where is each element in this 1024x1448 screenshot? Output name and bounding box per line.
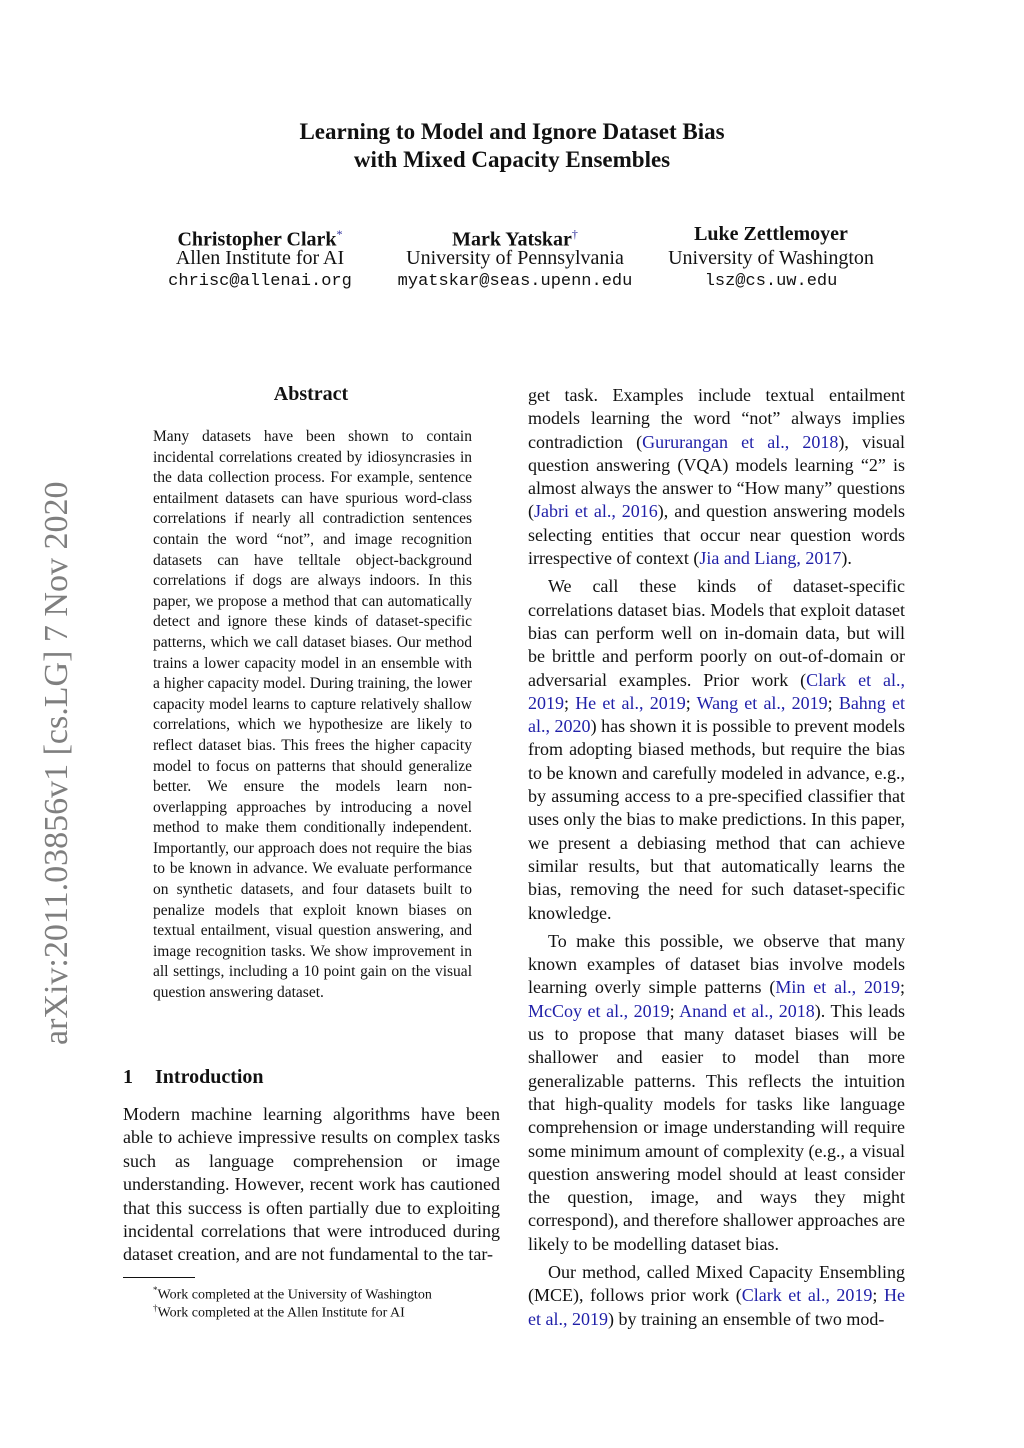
intro-paragraph-4 <box>528 1261 905 1331</box>
citation-separator: ; <box>685 692 697 713</box>
author-affiliation: University of Washington <box>668 247 874 269</box>
intro-text-run: We call these kinds of dataset-specific correlations dataset bias. Models that exploit dataset bias can perform well on in-domain data, but will be brittle and perform poorly on out-of-domain or adversarial examples. Prior work ( <box>528 576 905 690</box>
author-3 <box>611 222 931 294</box>
citation-link[interactable]: Bahng et al., 2020 <box>528 692 905 737</box>
section-heading <box>123 1066 264 1089</box>
citation-separator: ; <box>564 692 576 713</box>
author-email: lsz@cs.uw.edu <box>704 272 838 291</box>
citation-link[interactable]: Jabri et al., 2016 <box>534 501 658 522</box>
intro-paragraph-1: Modern machine learning algorithms have been able to achieve impressive results on complex tasks such as language comprehension or image understanding. However, recent work has cautioned that this success is often partially due to exploiting incidental correlations that were introduced during dataset creation, and are not fundamental to the tar- <box>123 1104 500 1265</box>
footnote-text: Work completed at the University of Washington <box>157 1287 432 1303</box>
author-footnote-mark[interactable]: † <box>571 227 578 241</box>
intro-text-run: ). <box>841 548 852 569</box>
author-name: Mark Yatskar <box>452 228 572 251</box>
citation-link[interactable]: Wang et al., 2019 <box>696 692 828 713</box>
author-footnote-mark[interactable]: * <box>336 227 343 241</box>
author-name: Luke Zettlemoyer <box>694 223 848 245</box>
author-email: chrisc@allenai.org <box>168 272 352 291</box>
intro-paragraph-1-continued <box>528 384 905 570</box>
citation-link[interactable]: He et al., 2019 <box>528 1285 905 1329</box>
arxiv-identifier: arXiv:2011.03856v1 [cs.LG] 7 Nov 2020 <box>38 481 75 1045</box>
footnote-2 <box>153 1299 503 1323</box>
intro-text-run: Our method, called Mixed Capacity Ensembling (MCE), follows prior work ( <box>528 1261 905 1306</box>
paper-title <box>0 118 1024 174</box>
citation-separator: ; <box>827 692 839 713</box>
intro-text-run: To make this possible, we observe that many known examples of dataset bias involve models learning overly simple patterns ( <box>528 930 905 998</box>
abstract-heading: Abstract <box>273 383 349 405</box>
author-affiliation: Allen Institute for AI <box>175 247 345 269</box>
right-column <box>528 384 905 1336</box>
citation-link[interactable]: Min et al., 2019 <box>775 977 900 998</box>
title-line-1: Learning to Model and Ignore Dataset Bias <box>299 119 725 144</box>
citation-link[interactable]: McCoy et al., 2019 <box>528 1000 670 1021</box>
author-email: myatskar@seas.upenn.edu <box>397 272 633 291</box>
footnote-text: Work completed at the Allen Institute for AI <box>157 1305 405 1321</box>
intro-text-run: ) by training an ensemble of two mod- <box>607 1308 885 1329</box>
title-line-2: with Mixed Capacity Ensembles <box>353 147 671 172</box>
intro-text-run: get task. Examples include textual entailment models learning the word “not” always implies contradiction ( <box>528 385 905 452</box>
intro-text-run: ), visual question answering (VQA) models learning “2” is almost always the answer to “How many” questions ( <box>528 431 905 522</box>
intro-text-run: ), and question answering models selecting entities that occur near question words irrespective of context ( <box>528 501 905 569</box>
citation-separator: ; <box>872 1285 884 1306</box>
footnote-mark: † <box>153 1303 158 1313</box>
section-number: 1 <box>123 1066 133 1088</box>
citation-link[interactable]: Clark et al., 2019 <box>528 669 905 713</box>
intro-text-run: ). This leads us to propose that many dataset biases will be shallower and easier to model than more generalizable patterns. This reflects the intuition that high-quality models for tasks like language comprehension or image understanding will require some minimum amount of complexity (e.g., a visual question answering model should at least consider the question, image, and ways they might correspond), and therefore shallower approaches are likely to be modelling dataset bias. <box>528 1000 906 1254</box>
citation-separator: ; <box>669 1000 680 1021</box>
section-title: Introduction <box>155 1066 264 1088</box>
author-affiliation: University of Pennsylvania <box>406 247 624 269</box>
author-name: Christopher Clark <box>177 228 337 251</box>
intro-text-run: ) has shown it is possible to prevent models from adopting biased methods, but require the bias to be known and carefully modeled in advance, e.g., by assuming access to a pre-specified classifier that uses only the bias to make predictions. In this paper, we present a debiasing method that can achieve similar results, but that automatically learns the bias, removing the need for such dataset-specific knowledge. <box>528 716 905 923</box>
citation-link[interactable]: Gururangan et al., 2018 <box>642 431 839 452</box>
citation-link[interactable]: Clark et al., 2019 <box>741 1285 873 1306</box>
intro-paragraph-2 <box>528 575 905 924</box>
citation-link[interactable]: He et al., 2019 <box>575 692 686 713</box>
intro-paragraph-3 <box>528 930 905 1256</box>
abstract-text: Many datasets have been shown to contain incidental correlations created by idiosyncrasies in the data collection process. For example, sentence entailment datasets can have spurious word-class correlations if nearly all contradiction sentences contain the word “not”, and image recognition datasets can have telltale object-background correlations if dogs are always indoors. In this paper, we propose a method that can automatically detect and ignore these kinds of dataset-specific patterns, which we call dataset biases. Our method trains a lower capacity model in an ensemble with a higher capacity model. During training, the lower capacity model learns to capture relatively shallow correlations, which we hypothesize are likely to reflect dataset bias. This frees the higher capacity model to focus on patterns that should generalize better. We ensure the models learn non-overlapping approaches by introducing a novel method to make them conditionally independent. Importantly, our approach does not require the bias to be known in advance. We evaluate performance on synthetic datasets, and four datasets built to penalize models that exploit known biases on textual entailment, visual question answering, and image recognition tasks. We show improvement in all settings, including a 10 point gain on the visual question answering dataset. <box>153 428 472 1002</box>
citation-separator: ; <box>899 977 905 998</box>
footnote-divider <box>123 1277 195 1278</box>
citation-link[interactable]: Anand et al., 2018 <box>679 1000 815 1021</box>
footnote-mark: * <box>153 1285 158 1295</box>
citation-link[interactable]: Jia and Liang, 2017 <box>699 548 842 569</box>
